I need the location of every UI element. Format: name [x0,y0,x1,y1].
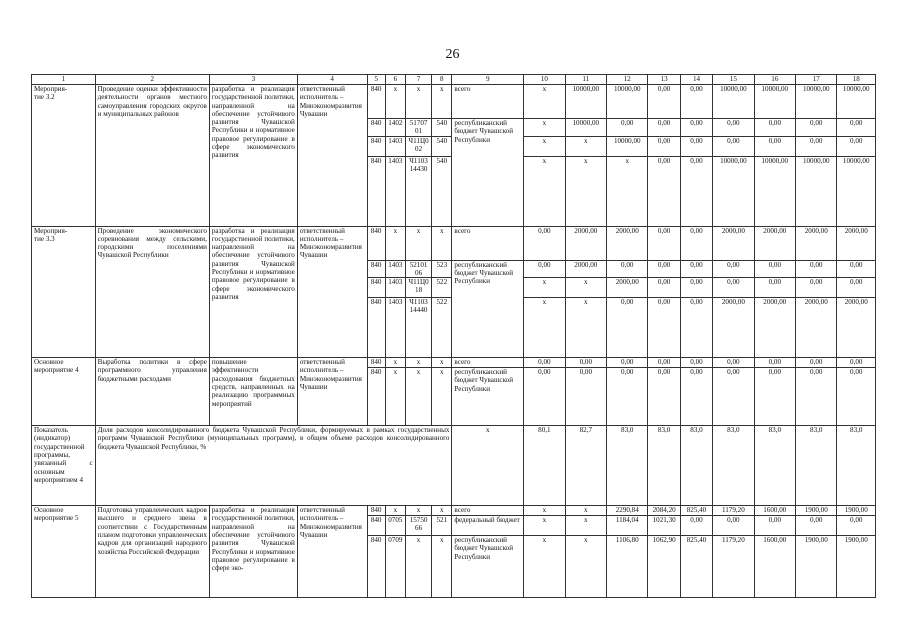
amount-cell: 0,00 [680,516,712,536]
column-number: 3 [209,75,297,85]
funding-source: республиканский бюджет Чувашской Республики [452,260,524,358]
amount-cell: 10000,00 [837,156,876,226]
amount-cell: 10000,00 [796,156,837,226]
amount-cell: 0,00 [680,368,712,426]
section-code: 1403 [385,136,405,156]
column-number: 6 [385,75,405,85]
amount-cell: x [565,536,606,598]
amount-cell: 2290,84 [607,506,648,516]
amount-cell: 0,00 [680,278,712,298]
amount-cell: 0,00 [524,368,565,426]
expense-type-code: 540 [432,119,452,137]
grbs-code: 840 [367,226,385,260]
expense-type-code: 523 [432,260,452,278]
amount-cell: 0,00 [648,119,680,137]
grbs-code: 840 [367,85,385,119]
amount-cell: 0,00 [754,358,795,368]
amount-cell: x [524,298,565,358]
amount-cell: x [565,516,606,536]
section-code: 0705 [385,516,405,536]
amount-cell: 10000,00 [565,85,606,119]
indicator-value: 83,0 [607,426,648,506]
amount-cell: 1900,00 [796,506,837,516]
amount-cell: 0,00 [680,226,712,260]
target-article-code: Ч11Ц0 18 [405,278,431,298]
event-executor: ответственный исполнитель – Минэкономразвития Чувашии [297,358,367,426]
amount-cell: 0,00 [648,278,680,298]
funding-source: всего [452,506,524,516]
section-code: x [385,506,405,516]
amount-cell: 2000,00 [796,298,837,358]
column-number: 4 [297,75,367,85]
amount-cell: 1900,00 [796,536,837,598]
amount-cell: 0,00 [837,358,876,368]
target-article-code: Ч11Ц0 02 [405,136,431,156]
event-goal: разработка и реализация государственной политики, направленной на обеспечение устойчивого развития Чувашской Республики и нормативное правовое регулирование в сфере эко- [209,506,297,598]
amount-cell: 2000,00 [754,298,795,358]
amount-cell: 0,00 [524,226,565,260]
amount-cell: x [524,506,565,516]
amount-cell: 0,00 [607,298,648,358]
column-number: 11 [565,75,606,85]
event-goal: разработка и реализация государственной политики, направленной на обеспечение устойчивого развития Чувашской Республики и нормативное правовое регулирование в сфере экономического развития [209,226,297,358]
amount-cell: 1600,00 [754,536,795,598]
amount-cell: x [524,278,565,298]
amount-cell: 0,00 [837,278,876,298]
column-number: 7 [405,75,431,85]
amount-cell: 10000,00 [713,85,754,119]
amount-cell: 10000,00 [796,85,837,119]
column-number: 18 [837,75,876,85]
target-article-code: Ч1103 14440 [405,298,431,358]
event-name: Основное мероприятие 5 [32,506,96,598]
amount-cell: 1179,20 [713,536,754,598]
amount-cell: 2000,00 [565,226,606,260]
target-article-code: Ч1103 14430 [405,156,431,226]
funding-source: всего [452,226,524,260]
amount-cell: 1600,00 [754,506,795,516]
amount-cell: 10000,00 [754,85,795,119]
expense-type-code: x [432,358,452,368]
section-code: 1403 [385,298,405,358]
amount-cell: 0,00 [565,358,606,368]
section-code: 1403 [385,156,405,226]
amount-cell: 0,00 [680,260,712,278]
amount-cell: 0,00 [648,298,680,358]
event-executor: ответственный исполнитель – Минэкономразвития Чувашии [297,85,367,227]
section-code: 0709 [385,536,405,598]
column-number: 16 [754,75,795,85]
funding-source: республиканский бюджет Чувашской Республики [452,536,524,598]
amount-cell: 2084,20 [648,506,680,516]
target-article-code: 15750 66 [405,516,431,536]
indicator-value: 82,7 [565,426,606,506]
expense-type-code: x [432,368,452,426]
amount-cell: 0,00 [607,358,648,368]
amount-cell: x [565,156,606,226]
target-article-code: x [405,506,431,516]
amount-cell: 1179,20 [713,506,754,516]
amount-cell: 1021,30 [648,516,680,536]
expense-type-code: 522 [432,278,452,298]
amount-cell: 0,00 [713,119,754,137]
amount-cell: 1184,04 [607,516,648,536]
amount-cell: 0,00 [680,119,712,137]
funding-source: федеральный бюджет [452,516,524,536]
amount-cell: 2000,00 [565,260,606,278]
amount-cell: 2000,00 [796,226,837,260]
event-executor: ответственный исполнитель – Минэкономразвития Чувашии [297,226,367,358]
amount-cell: 0,00 [837,119,876,137]
column-number: 14 [680,75,712,85]
amount-cell: 0,00 [680,358,712,368]
amount-cell: 0,00 [754,119,795,137]
expense-type-code: 521 [432,516,452,536]
funding-source: всего [452,358,524,368]
amount-cell: x [607,156,648,226]
amount-cell: x [565,298,606,358]
amount-cell: 2000,00 [754,226,795,260]
column-number: 12 [607,75,648,85]
amount-cell: 1062,90 [648,536,680,598]
indicator-value: 83,0 [680,426,712,506]
event-goal: разработка и реализация государственной политики, направленной на обеспечение устойчивого развития Чувашской Республики и нормативное правовое регулирование в сфере экономического развития [209,85,297,227]
column-number: 13 [648,75,680,85]
event-description: Выработка политики в сфере программного управления бюджетными расходами [95,358,209,426]
event-name: Основное мероприятие 4 [32,358,96,426]
indicator-row [32,426,876,506]
amount-cell: 0,00 [837,516,876,536]
amount-cell: 2000,00 [837,298,876,358]
budget-row [32,506,876,516]
amount-cell: 0,00 [713,136,754,156]
amount-cell: 0,00 [796,358,837,368]
section-code: x [385,85,405,119]
target-article-code: x [405,226,431,260]
amount-cell: 0,00 [796,516,837,536]
funding-source: всего [452,85,524,119]
amount-cell: 2000,00 [713,298,754,358]
amount-cell: 0,00 [754,260,795,278]
grbs-code: 840 [367,368,385,426]
amount-cell: 0,00 [754,278,795,298]
target-article-code: x [405,536,431,598]
amount-cell: x [524,85,565,119]
section-code: x [385,226,405,260]
amount-cell: 0,00 [648,85,680,119]
amount-cell: 2000,00 [837,226,876,260]
grbs-code: 840 [367,260,385,278]
column-number: 9 [452,75,524,85]
amount-cell: 0,00 [607,368,648,426]
amount-cell: 0,00 [754,368,795,426]
grbs-code: 840 [367,136,385,156]
column-number: 15 [713,75,754,85]
grbs-code: 840 [367,506,385,516]
section-code: 1402 [385,119,405,137]
grbs-code: 840 [367,536,385,598]
expense-type-code: 540 [432,136,452,156]
grbs-code: 840 [367,156,385,226]
grbs-code: 840 [367,278,385,298]
amount-cell: 0,00 [648,136,680,156]
amount-cell: 1106,80 [607,536,648,598]
amount-cell: 0,00 [713,278,754,298]
amount-cell: 0,00 [680,136,712,156]
expense-type-code: x [432,506,452,516]
amount-cell: x [524,536,565,598]
amount-cell: x [524,516,565,536]
amount-cell: 0,00 [796,368,837,426]
event-name: Мероприя- тие 3.3 [32,226,96,358]
amount-cell: 10000,00 [607,85,648,119]
target-article-code: 52101 06 [405,260,431,278]
amount-cell: 0,00 [648,358,680,368]
target-article-code: x [405,368,431,426]
section-code: 1403 [385,260,405,278]
event-description: Проведение оценки эффективности деятельности органов местного самоуправления городских округов и муниципальных районов [95,85,209,227]
amount-cell: 2000,00 [607,278,648,298]
target-article-code: 51707 01 [405,119,431,137]
grbs-code: 840 [367,298,385,358]
amount-cell: 0,00 [680,156,712,226]
amount-cell: 0,00 [524,260,565,278]
amount-cell: 0,00 [648,226,680,260]
target-article-code: x [405,85,431,119]
event-goal: повышение эффективности расходования бюджетных средств, направленных на реализацию программных мероприятий [209,358,297,426]
amount-cell: 1900,00 [837,506,876,516]
budget-row [32,226,876,260]
amount-cell: x [565,136,606,156]
event-executor: ответственный исполнитель – Минэкономразвития Чувашии [297,506,367,598]
amount-cell: x [524,119,565,137]
amount-cell: 0,00 [565,368,606,426]
amount-cell: 0,00 [648,260,680,278]
expense-type-code: 522 [432,298,452,358]
indicator-description: Доля расходов консолидированного бюджета Чувашской Республики, формируемых в рамках государственных программ Чувашской Республики (муниципальных программ), в общем объеме расходов консолидированного бюджета Чувашской Республики, % [95,426,452,506]
indicator-value: 83,0 [796,426,837,506]
event-name: Мероприя- тие 3.2 [32,85,96,227]
grbs-code: 840 [367,119,385,137]
grbs-code: 840 [367,516,385,536]
amount-cell: 0,00 [607,119,648,137]
amount-cell: 2000,00 [713,226,754,260]
amount-cell: 0,00 [796,119,837,137]
amount-cell: 0,00 [607,260,648,278]
amount-cell: 0,00 [648,368,680,426]
indicator-x: x [452,426,524,506]
amount-cell: 0,00 [796,260,837,278]
amount-cell: 0,00 [713,260,754,278]
amount-cell: x [524,136,565,156]
column-number: 2 [95,75,209,85]
column-number: 8 [432,75,452,85]
column-number-row [32,75,876,85]
target-article-code: x [405,358,431,368]
funding-source: республиканский бюджет Чувашской Республики [452,119,524,227]
amount-cell: 0,00 [713,358,754,368]
indicator-value: 80,1 [524,426,565,506]
indicator-value: 83,0 [754,426,795,506]
expense-type-code: x [432,226,452,260]
column-number: 1 [32,75,96,85]
column-number: 17 [796,75,837,85]
amount-cell: 0,00 [837,136,876,156]
amount-cell: 10000,00 [607,136,648,156]
amount-cell: 0,00 [713,516,754,536]
amount-cell: 0,00 [680,85,712,119]
amount-cell: 0,00 [837,260,876,278]
page-number: 26 [445,47,460,62]
amount-cell: 10000,00 [713,156,754,226]
expense-type-code: 540 [432,156,452,226]
amount-cell: 825,40 [680,536,712,598]
expense-type-code: x [432,85,452,119]
amount-cell: 0,00 [796,278,837,298]
expense-type-code: x [432,536,452,598]
amount-cell: 10000,00 [754,156,795,226]
amount-cell: x [524,156,565,226]
amount-cell: 10000,00 [565,119,606,137]
amount-cell: 0,00 [754,516,795,536]
amount-cell: x [565,278,606,298]
amount-cell: 10000,00 [837,85,876,119]
section-code: x [385,358,405,368]
amount-cell: 0,00 [796,136,837,156]
program-funding-table [31,74,876,598]
budget-row [32,358,876,368]
indicator-value: 83,0 [713,426,754,506]
column-number: 5 [367,75,385,85]
amount-cell: 0,00 [524,358,565,368]
amount-cell: 0,00 [837,368,876,426]
amount-cell: x [565,506,606,516]
amount-cell: 0,00 [713,368,754,426]
amount-cell: 0,00 [754,136,795,156]
funding-source: республиканский бюджет Чувашской Республики [452,368,524,426]
event-description: Подготовка управленческих кадров высшего и среднего звена в соответствии с Государственным планом подготовки управленческих кадров для организаций народного хозяйства Российской Федерации [95,506,209,598]
amount-cell: 1900,00 [837,536,876,598]
indicator-value: 83,0 [648,426,680,506]
event-description: Проведение экономического соревнования между сельскими, городскими поселениями Чувашской Республики [95,226,209,358]
amount-cell: 825,40 [680,506,712,516]
section-code: x [385,368,405,426]
amount-cell: 0,00 [680,298,712,358]
indicator-label: Показатель (индикатор) государственной программы, увязанный с основным мероприятием 4 [32,426,96,506]
amount-cell: 0,00 [648,156,680,226]
section-code: 1403 [385,278,405,298]
indicator-value: 83,0 [837,426,876,506]
column-number: 10 [524,75,565,85]
grbs-code: 840 [367,358,385,368]
amount-cell: 2000,00 [607,226,648,260]
budget-row [32,85,876,119]
